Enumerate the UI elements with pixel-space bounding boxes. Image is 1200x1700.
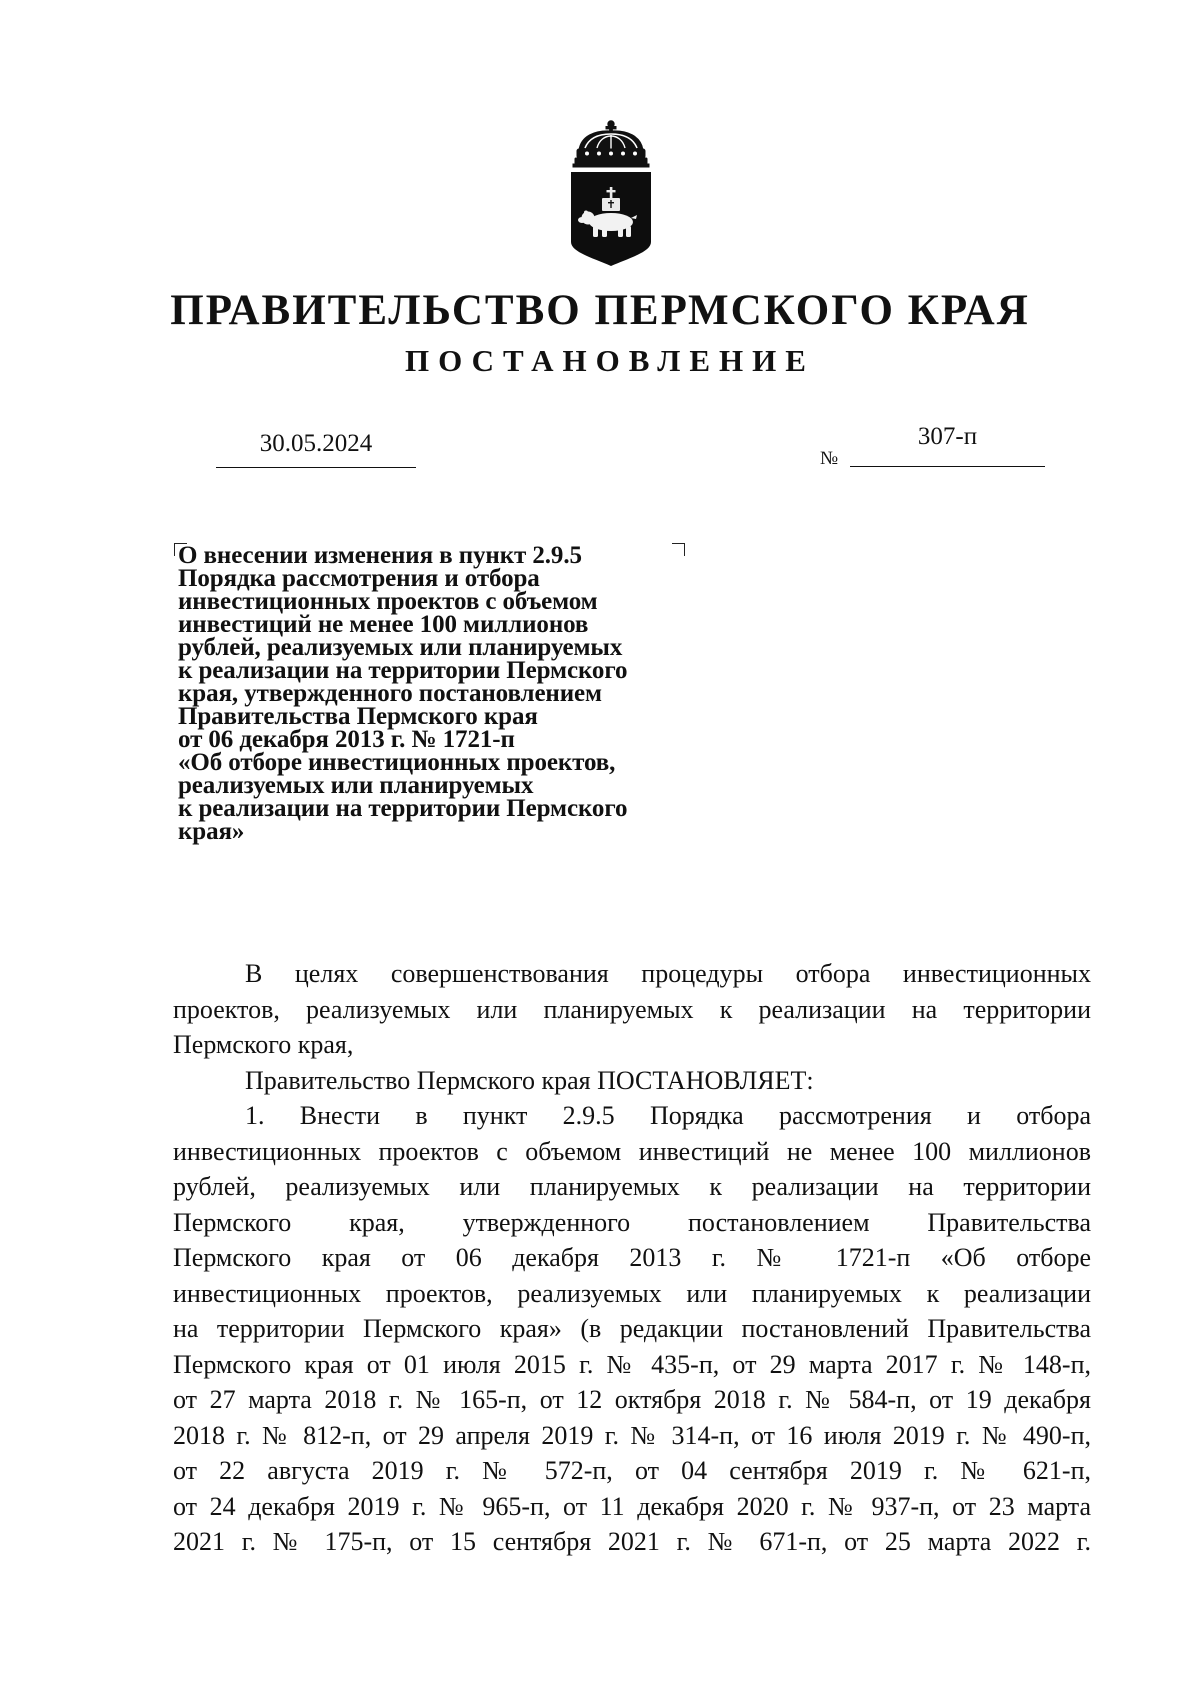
body-line: инвестиционных проектов с объемом инвестиций не менее 100 миллионов	[173, 1136, 1091, 1166]
subject-line: О внесении изменения в пункт 2.9.5	[178, 542, 582, 569]
crown-icon	[573, 121, 649, 167]
subject-line: от 06 декабря 2013 г. № 1721-п	[178, 726, 515, 753]
subject-line: Правительства Пермского края	[178, 703, 538, 730]
subject-line: к реализации на территории Пермского	[178, 657, 628, 684]
number-field	[820, 418, 1045, 470]
body-line: 2021 г. № 175-п, от 15 сентября 2021 г. № 671-п, от 25 марта 2022 г.	[173, 1527, 1091, 1556]
body-line: 2018 г. № 812-п, от 29 апреля 2019 г. № 314-п, от 16 июля 2019 г. № 490-п,	[173, 1420, 1091, 1450]
coat-of-arms-icon	[567, 118, 655, 268]
body-line: от 22 августа 2019 г. № 572-п, от 04 сентября 2019 г. № 621-п,	[173, 1456, 1091, 1485]
body-line: Пермского края от 06 декабря 2013 г. № 1721-п «Об отборе	[173, 1243, 1091, 1272]
body-line: проектов, реализуемых или планируемых к реализации на территории	[173, 994, 1091, 1024]
body-line: Пермского края от 01 июля 2015 г. № 435-п, от 29 марта 2017 г. № 148-п,	[173, 1349, 1091, 1379]
paragraph-resolves	[173, 1063, 1091, 1099]
date-underline	[216, 467, 416, 468]
number-underline	[850, 466, 1045, 467]
body-line: Пермского края, утвержденного постановлением Правительства	[173, 1207, 1091, 1237]
body-line: от 27 марта 2018 г. № 165-п, от 12 октября 2018 г. № 584-п, от 19 декабря	[173, 1385, 1091, 1414]
document-type: ПОСТАНОВЛЕНИЕ	[405, 343, 815, 378]
body-line: инвестиционных проектов, реализуемых или планируемых к реализации	[173, 1278, 1091, 1308]
body-line: Пермского края,	[173, 1030, 354, 1059]
body-line: рублей, реализуемых или планируемых к реализации на территории	[173, 1172, 1091, 1201]
subject-line: «Об отборе инвестиционных проектов,	[178, 749, 616, 776]
subject-heading	[178, 544, 738, 843]
paragraph-item-1	[173, 1098, 1091, 1560]
body-line: от 24 декабря 2019 г. № 965-п, от 11 декабря 2020 г. № 937-п, от 23 марта	[173, 1491, 1091, 1521]
subject-line: к реализации на территории Пермского	[178, 795, 628, 822]
body-line: Правительство Пермского края ПОСТАНОВЛЯЕТ:	[245, 1065, 814, 1095]
subject-line: края»	[178, 818, 245, 845]
document-body	[173, 956, 1091, 1560]
subject-line: Порядка рассмотрения и отбора	[178, 565, 540, 592]
body-line: В целях совершенствования процедуры отбора инвестиционных	[245, 959, 1091, 988]
number-sign: №	[820, 448, 839, 469]
paragraph-preamble	[173, 956, 1091, 1063]
date-field	[216, 423, 416, 471]
subject-line: края, утвержденного постановлением	[178, 680, 602, 707]
date-value: 30.05.2024	[259, 430, 373, 457]
number-value: 307-п	[917, 423, 978, 450]
subject-line: рублей, реализуемых или планируемых	[178, 634, 623, 661]
subject-line: инвестиционных проектов с объемом	[178, 588, 598, 615]
body-line: на территории Пермского края» (в редакции постановлений Правительства	[173, 1314, 1091, 1343]
subject-line: инвестиций не менее 100 миллионов	[178, 611, 589, 638]
body-line: 1. Внести в пункт 2.9.5 Порядка рассмотрения и отбора	[245, 1101, 1091, 1130]
government-name: ПРАВИТЕЛЬСТВО ПЕРМСКОГО КРАЯ	[170, 287, 1030, 334]
subject-line: реализуемых или планируемых	[178, 772, 534, 799]
